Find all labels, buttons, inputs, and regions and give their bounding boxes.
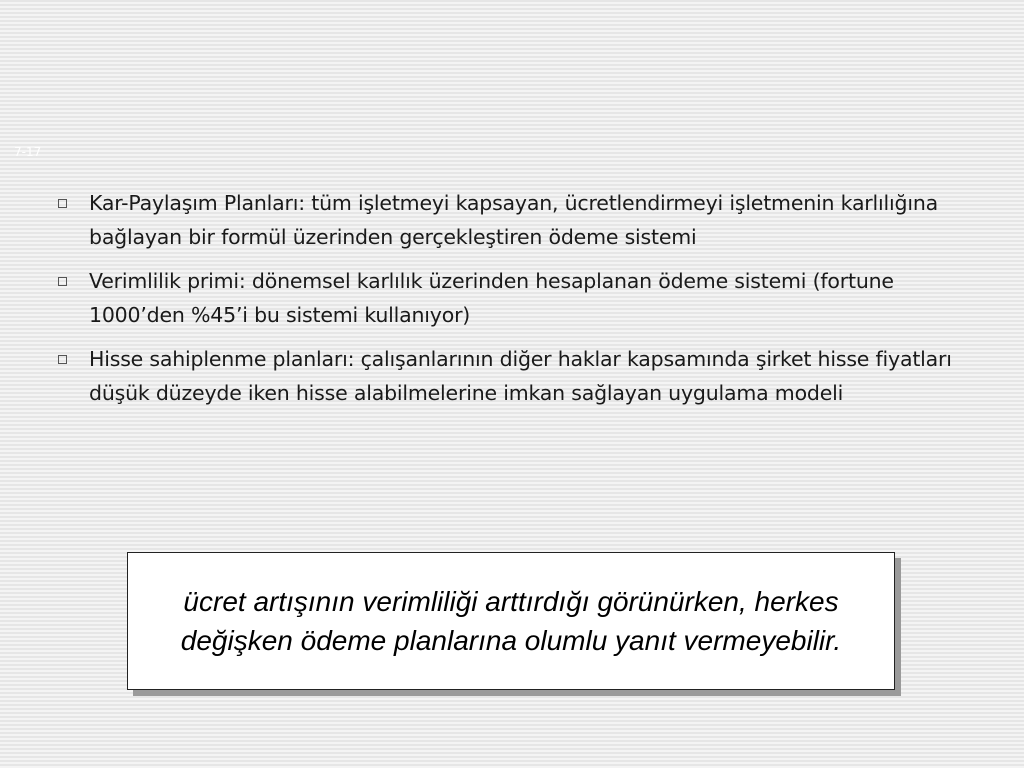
bullet-list — [58, 186, 968, 420]
bullet-item-profit-sharing — [58, 186, 968, 254]
slide-number: 7-17 — [14, 145, 42, 159]
square-bullet-icon — [58, 199, 67, 208]
bullet-text: Kar-Paylaşım Planları: tüm işletmeyi kapsayan, ücretlendirmeyi işletmenin karlılığına bağlayan bir formül üzerinden gerçekleştiren ödeme sistemi — [89, 191, 938, 249]
callout-text: ücret artışının verimliliği arttırdığı görünürken, herkes değişken ödeme planlarına olumlu yanıt vermeyebilir. — [180, 586, 842, 656]
bullet-item-productivity-bonus — [58, 264, 968, 332]
square-bullet-icon — [58, 355, 67, 364]
bullet-item-stock-ownership — [58, 342, 968, 410]
square-bullet-icon — [58, 277, 67, 286]
bullet-text: Verimlilik primi: dönemsel karlılık üzerinden hesaplanan ödeme sistemi (fortune 1000’den %45’i bu sistemi kullanıyor) — [89, 269, 894, 327]
bullet-text: Hisse sahiplenme planları: çalışanlarının diğer haklar kapsamında şirket hisse fiyatları düşük düzeyde iken hisse alabilmelerine imkan sağlayan uygulama modeli — [89, 347, 952, 405]
callout-box — [127, 552, 895, 690]
